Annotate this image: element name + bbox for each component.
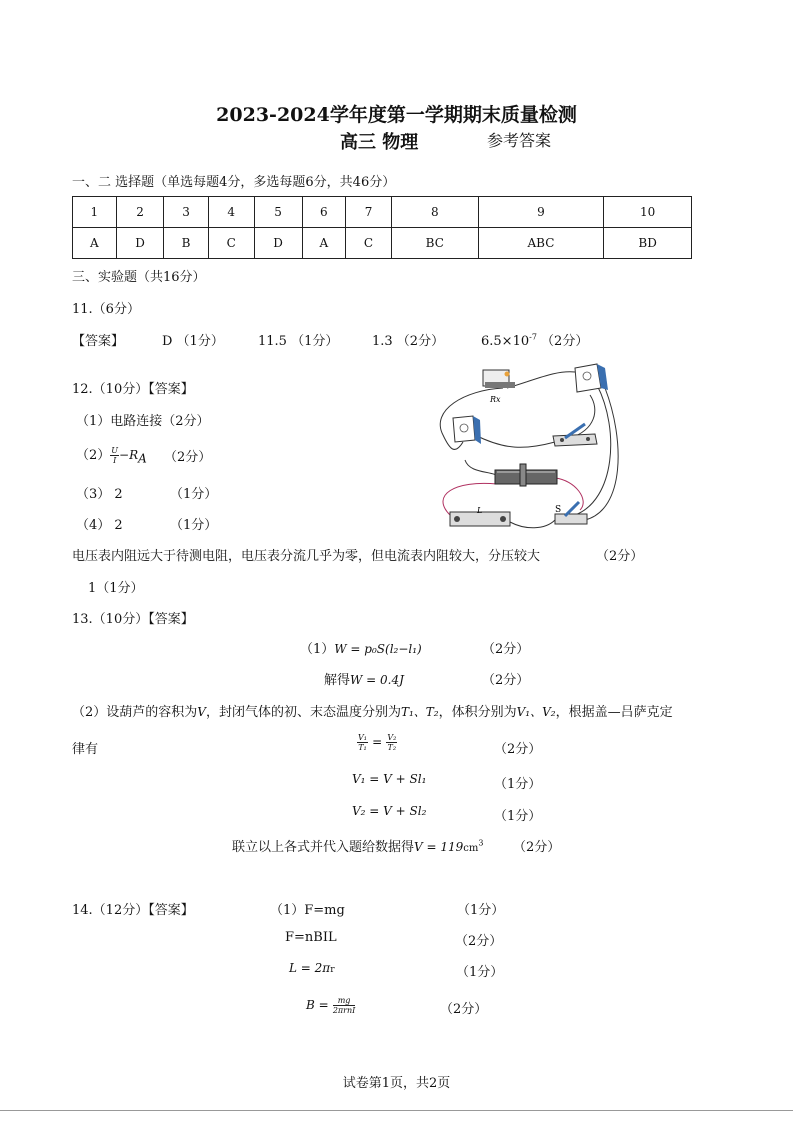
frac-t1: T₁	[358, 743, 367, 752]
q13-e2-formula: W = 0.4J	[350, 673, 404, 687]
q12-label: 12.（10分）【答案】	[72, 382, 194, 397]
ammeter	[575, 364, 608, 392]
section1-heading: 一、二 选择题（单选每题4分，多选每题6分，共46分）	[72, 175, 396, 190]
q12-extra: 1（1分）	[88, 581, 144, 596]
label-s: S	[555, 505, 562, 515]
q13-label: 13.（10分）【答案】	[72, 612, 194, 627]
q13-var-v: V	[197, 705, 206, 719]
q11-a4	[481, 330, 588, 349]
switch-upper	[553, 424, 597, 446]
answer-cell: D	[116, 228, 164, 259]
q11-answer-tag: 【答案】	[72, 334, 125, 349]
answer-cell: C	[208, 228, 254, 259]
q14-e3-formula: L = 2π	[289, 961, 331, 975]
question-number-cell: 5	[254, 197, 302, 228]
voltmeter	[453, 416, 481, 444]
q11-a4-base: 6.5×10	[481, 334, 530, 349]
q13-e5-score: （2分）	[513, 840, 561, 855]
q13-p2-d: ，根据盖—吕萨克定	[555, 705, 673, 720]
q14-e4-lhs: B =	[306, 998, 329, 1012]
q14-e2-score: （2分）	[455, 934, 503, 949]
question-number-cell: 3	[164, 197, 208, 228]
q12-reason-score: （2分）	[596, 549, 644, 564]
q13-e2	[324, 669, 404, 688]
q13-e2-score: （2分）	[482, 673, 530, 688]
q13-gaylussac-formula: $\frac{\text{V₁}}{\text{T₁}}$ = $\frac{\text{V₂}}{\text{T₂}}$	[358, 733, 397, 752]
answer-cell: ABC	[478, 228, 604, 259]
q13-e1	[300, 638, 422, 657]
q13-e1-prefix: （1）	[300, 642, 335, 657]
q13-e3: V₁ = V + Sl₁	[352, 772, 427, 786]
question-number-cell: 8	[391, 197, 478, 228]
q12-l3-score: （1分）	[170, 487, 218, 502]
q13-p2	[72, 701, 673, 720]
q12-l2-num: U	[111, 446, 119, 455]
q13-e4-score: （1分）	[494, 809, 542, 824]
q13-e5-prefix: 联立以上各式并代入题给数据得	[232, 840, 415, 855]
q13-e1-score: （2分）	[482, 642, 530, 657]
q14-e4-num: mg	[333, 996, 355, 1006]
answer-cell: A	[302, 228, 346, 259]
wire	[585, 388, 618, 520]
rheostat	[495, 464, 557, 486]
q12-l2-rest: −R	[119, 448, 139, 462]
q12-l2-score: （2分）	[164, 450, 212, 465]
answer-cell: D	[254, 228, 302, 259]
q13-e4: V₂ = V + Sl₂	[352, 804, 427, 818]
q13-e1-formula: W = p₀S(l₂−l₁)	[334, 642, 422, 656]
answer-label: 参考答案	[487, 131, 552, 150]
question-number-cell: 7	[346, 197, 392, 228]
q13-p2-b: ，封闭气体的初、末态温度分别为	[205, 705, 401, 720]
q13-e5-exp: 3	[478, 838, 484, 848]
frac-t2: T₂	[387, 743, 397, 752]
question-number-cell: 2	[116, 197, 164, 228]
q12-l4-score: （1分）	[170, 518, 218, 533]
q13-e5	[232, 836, 483, 855]
circuit-diagram	[425, 360, 625, 535]
q13-e3-score: （1分）	[494, 777, 542, 792]
q14-e1: （1）F=mg	[270, 903, 345, 918]
wire	[475, 435, 555, 447]
q13-p2-a: （2）设葫芦的容积为	[72, 705, 198, 720]
subject-title: 高三 物理	[340, 132, 419, 153]
answer-cell: C	[346, 228, 392, 259]
label-rx: Rx	[490, 395, 501, 404]
question-number-cell: 1	[73, 197, 117, 228]
frac-v1: V₁	[358, 733, 367, 742]
q13-p2-c: ，体积分别为	[438, 705, 517, 720]
q13-var-vv: V₁、V₂	[516, 705, 556, 719]
q13-e2-prefix: 解得	[324, 673, 351, 688]
question-number-cell: 9	[478, 197, 604, 228]
wire	[510, 520, 555, 528]
q11-label: 11.（6分）	[72, 302, 140, 317]
frac-v2-t2	[386, 733, 397, 752]
q12-l2-den: I	[113, 456, 117, 465]
q12-l2-sub: A	[138, 451, 147, 466]
q14-e3	[289, 961, 335, 976]
q14-e4-fraction	[333, 996, 355, 1015]
answer-cell: B	[164, 228, 208, 259]
answer-cell: A	[73, 228, 117, 259]
frac-v2: V₂	[387, 733, 397, 742]
answer-table-answer-row	[73, 228, 692, 259]
wire	[443, 483, 497, 515]
question-number-cell: 4	[208, 197, 254, 228]
q12-l2	[76, 444, 147, 466]
q11-a2: 11.5 （1分）	[258, 334, 339, 349]
q11-a4-exp: -7	[529, 332, 537, 342]
q14-e3-r: r	[330, 965, 335, 975]
q14-e4	[306, 996, 355, 1015]
q12-l4: （4） 2	[76, 518, 123, 533]
page-title: 2023-2024学年度第一学期期末质量检测	[216, 104, 577, 126]
q14-e1-score: （1分）	[457, 903, 505, 918]
answer-table-number-row	[73, 197, 692, 228]
lamp-l	[450, 506, 510, 526]
wire	[507, 372, 575, 388]
q12-l3: （3） 2	[76, 487, 123, 502]
q14-label: 14.（12分）【答案】	[72, 903, 194, 918]
q12-l1: （1）电路连接（2分）	[76, 414, 210, 429]
q14-e4-score: （2分）	[440, 1002, 488, 1017]
answer-cell: BD	[604, 228, 692, 259]
q13-e5-formula: V = 119	[414, 840, 464, 854]
question-number-cell: 10	[604, 197, 692, 228]
page-footer: 试卷第1页，共2页	[342, 1076, 451, 1091]
q14-e4-den: 2πrnI	[332, 1006, 356, 1015]
answer-cell: BC	[391, 228, 478, 259]
q14-e3-score: （1分）	[456, 965, 504, 980]
section3-heading: 三、实验题（共16分）	[72, 270, 206, 285]
q11-a1: D （1分）	[162, 334, 224, 349]
q13-law-tail: 律有	[72, 742, 99, 757]
q12-l2-fraction	[110, 446, 119, 465]
q14-e2: F=nBIL	[285, 930, 337, 945]
answer-table	[72, 196, 692, 259]
resistor-rx	[483, 370, 515, 404]
frac-v1-t1	[357, 733, 368, 752]
question-number-cell: 6	[302, 197, 346, 228]
q12-l2-prefix: （2）	[76, 448, 111, 463]
q13-var-t: T₁、T₂	[400, 705, 439, 719]
q11-a4-score: （2分）	[541, 334, 589, 349]
q13-e5-unit: cm	[463, 843, 479, 854]
q12-reason: 电压表内阻远大于待测电阻，电压表分流几乎为零，但电流表内阻较大，分压较大	[72, 549, 541, 564]
switch-s	[555, 502, 587, 524]
q11-a3: 1.3 （2分）	[372, 334, 445, 349]
wire	[575, 385, 611, 515]
label-l: L	[477, 506, 483, 515]
bottom-rule	[0, 1110, 793, 1111]
q13-f-score: （2分）	[494, 742, 542, 757]
